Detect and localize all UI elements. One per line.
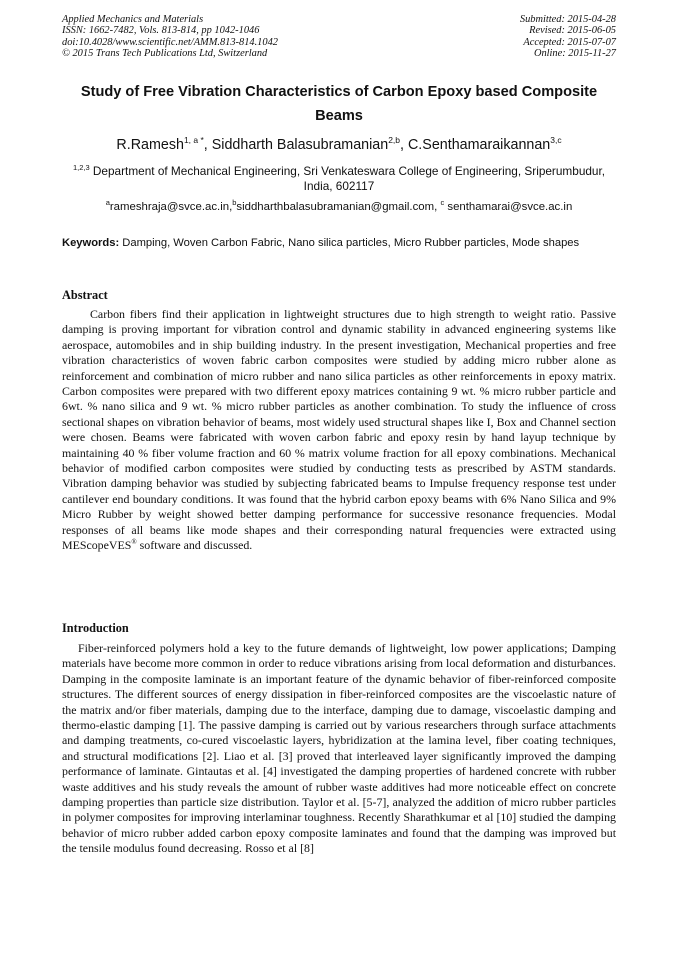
email-address: siddharthbalasubramanian@gmail.com [236, 201, 435, 213]
introduction-heading: Introduction [62, 621, 129, 635]
keywords-label: Keywords: [62, 237, 120, 249]
accepted-date: Accepted: 2015-07-07 [523, 36, 616, 48]
copyright-line: © 2015 Trans Tech Publications Ltd, Switzerland [62, 47, 268, 59]
author-name: C.Senthamaraikannan [407, 137, 551, 153]
keywords-text: Damping, Woven Carbon Fabric, Nano silica particles, Micro Rubber particles, Mode shapes [119, 237, 580, 249]
author-separator: , [203, 137, 212, 153]
affiliation-sup: 1,2,3 [72, 163, 90, 172]
email-sup: a [105, 198, 110, 207]
issn-line: ISSN: 1662-7482, Vols. 813-814, pp 1042-1046 [62, 25, 260, 37]
journal-name: Applied Mechanics and Materials [62, 14, 204, 25]
abstract-text-main: Carbon fibers find their application in lightweight structures due to high strength to weight ratio. Passive damping is proving important for vibration control and dynamic stability in advanced engineering systems like aerospace, automobiles and in ship building industry. In the present investigation, Mechanical properties and free vibration characteristics of woven fabric carbon composites were studied by adding micro rubber alone as reinforcement and combination of micro rubber and nano silica particles as other reinforcements in epoxy matrix. Carbon composites were prepared with two different epoxy matrices containing 9 wt. % micro rubber particle and 6wt. % nano silica and 9 wt. % micro rubber particles as another combination. To study the influence of cross sectional shapes on vibration behavior of beams, most widely used structural shapes like I, Box and Channel section were chosen. Beams were fabricated with woven carbon fabric and epoxy resin by hand layup technique by maintaining 40 % fiber volume fraction and 60 % matrix volume fraction for all epoxy combinations. Mechanical behavior of modified carbon composites were studied by conducting tests as prescribed by ASTM standards. Vibration damping behavior was studied by subjecting fabricated beams to Impulse frequency response test under cantilever end boundary conditions. It was found that the hybrid carbon epoxy beams with 6% Nano Silica and 9% Micro Rubber by weight showed better damping performance for successive resonance frequencies. Modal responses of all beams like mode shapes and their corresponding natural frequencies were extracted using MEScopeVES [62, 307, 616, 553]
online-date: Online: 2015-11-27 [533, 47, 616, 59]
author-list [62, 135, 616, 155]
author-name: Siddharth Balasubramanian [211, 137, 389, 153]
abstract-text [62, 307, 616, 554]
email-separator: , [434, 201, 441, 213]
email-sup: c [440, 198, 445, 207]
keywords [62, 236, 616, 251]
abstract-heading: Abstract [62, 288, 108, 302]
introduction-text: Fiber-reinforced polymers hold a key to the future demands of lightweight, low power applications; Damping materials have become more common in order to reduce vibrations arising from local deformation and disturbances. Damping in the composite laminate is an important feature of the dynamic behavior of fiber-reinforced composite structures. The different sources of energy dissipation in fiber-reinforced composites are the viscoelastic nature of the matrix and/or fiber materials, damping due to the interface, damping due to damage, viscoelastic damping and thermo-elastic damping [1]. The passive damping is carried out by various researchers through surface attachments and damping treatments, co-cured viscoelastic layers, hybridization at the lamina level, fiber coating techniques, and structural modifications [2]. Liao et al. [3] proved that interleaved layer significantly improved the damping performance of laminate. Gintautas et al. [4] investigated the damping properties of hardened concrete with rubber waste additives and his study reveals the amount of rubber waste additives had more noticeable effect on concrete damping properties than particle size distribution. Taylor et al. [5-7], analyzed the addition of micro rubber particles in polymer composites for improving interlaminar toughness. Recently Sharathkumar et al [10] studied the damping behavior of micro rubber added carbon epoxy composite laminates and found that the damping was improved but the tensile modulus found decreasing. Rosso et al [8] [62, 641, 616, 856]
email-address: rameshraja@svce.ac.in [109, 201, 230, 213]
author-affil-sup: 1, a * [183, 135, 204, 145]
registered-mark: ® [131, 538, 137, 547]
journal-info [62, 14, 278, 59]
author-name: R.Ramesh [116, 137, 184, 153]
author-emails [62, 200, 616, 215]
email-address: senthamarai@svce.ac.in [444, 201, 573, 213]
dates-info [520, 14, 616, 59]
email-sup: b [232, 198, 237, 207]
affiliation-text: Department of Mechanical Engineering, Sri Venkateswara College of Engineering, Sriperumbudur, India, 602117 [92, 164, 606, 193]
abstract-text-end: software and discussed. [136, 538, 253, 553]
affiliation [62, 164, 616, 194]
revised-date: Revised: 2015-06-05 [529, 25, 616, 37]
author-affil-sup: 2,b [388, 135, 401, 145]
author-separator: , [400, 137, 408, 153]
email-separator: , [229, 201, 233, 213]
submitted-date: Submitted: 2015-04-28 [519, 14, 616, 25]
paper-title: Study of Free Vibration Characteristics of Carbon Epoxy based Composite Beams [80, 84, 598, 124]
author-affil-sup: 3,c [550, 135, 562, 145]
doi-line: doi:10.4028/www.scientific.net/AMM.813-814.1042 [62, 36, 278, 48]
